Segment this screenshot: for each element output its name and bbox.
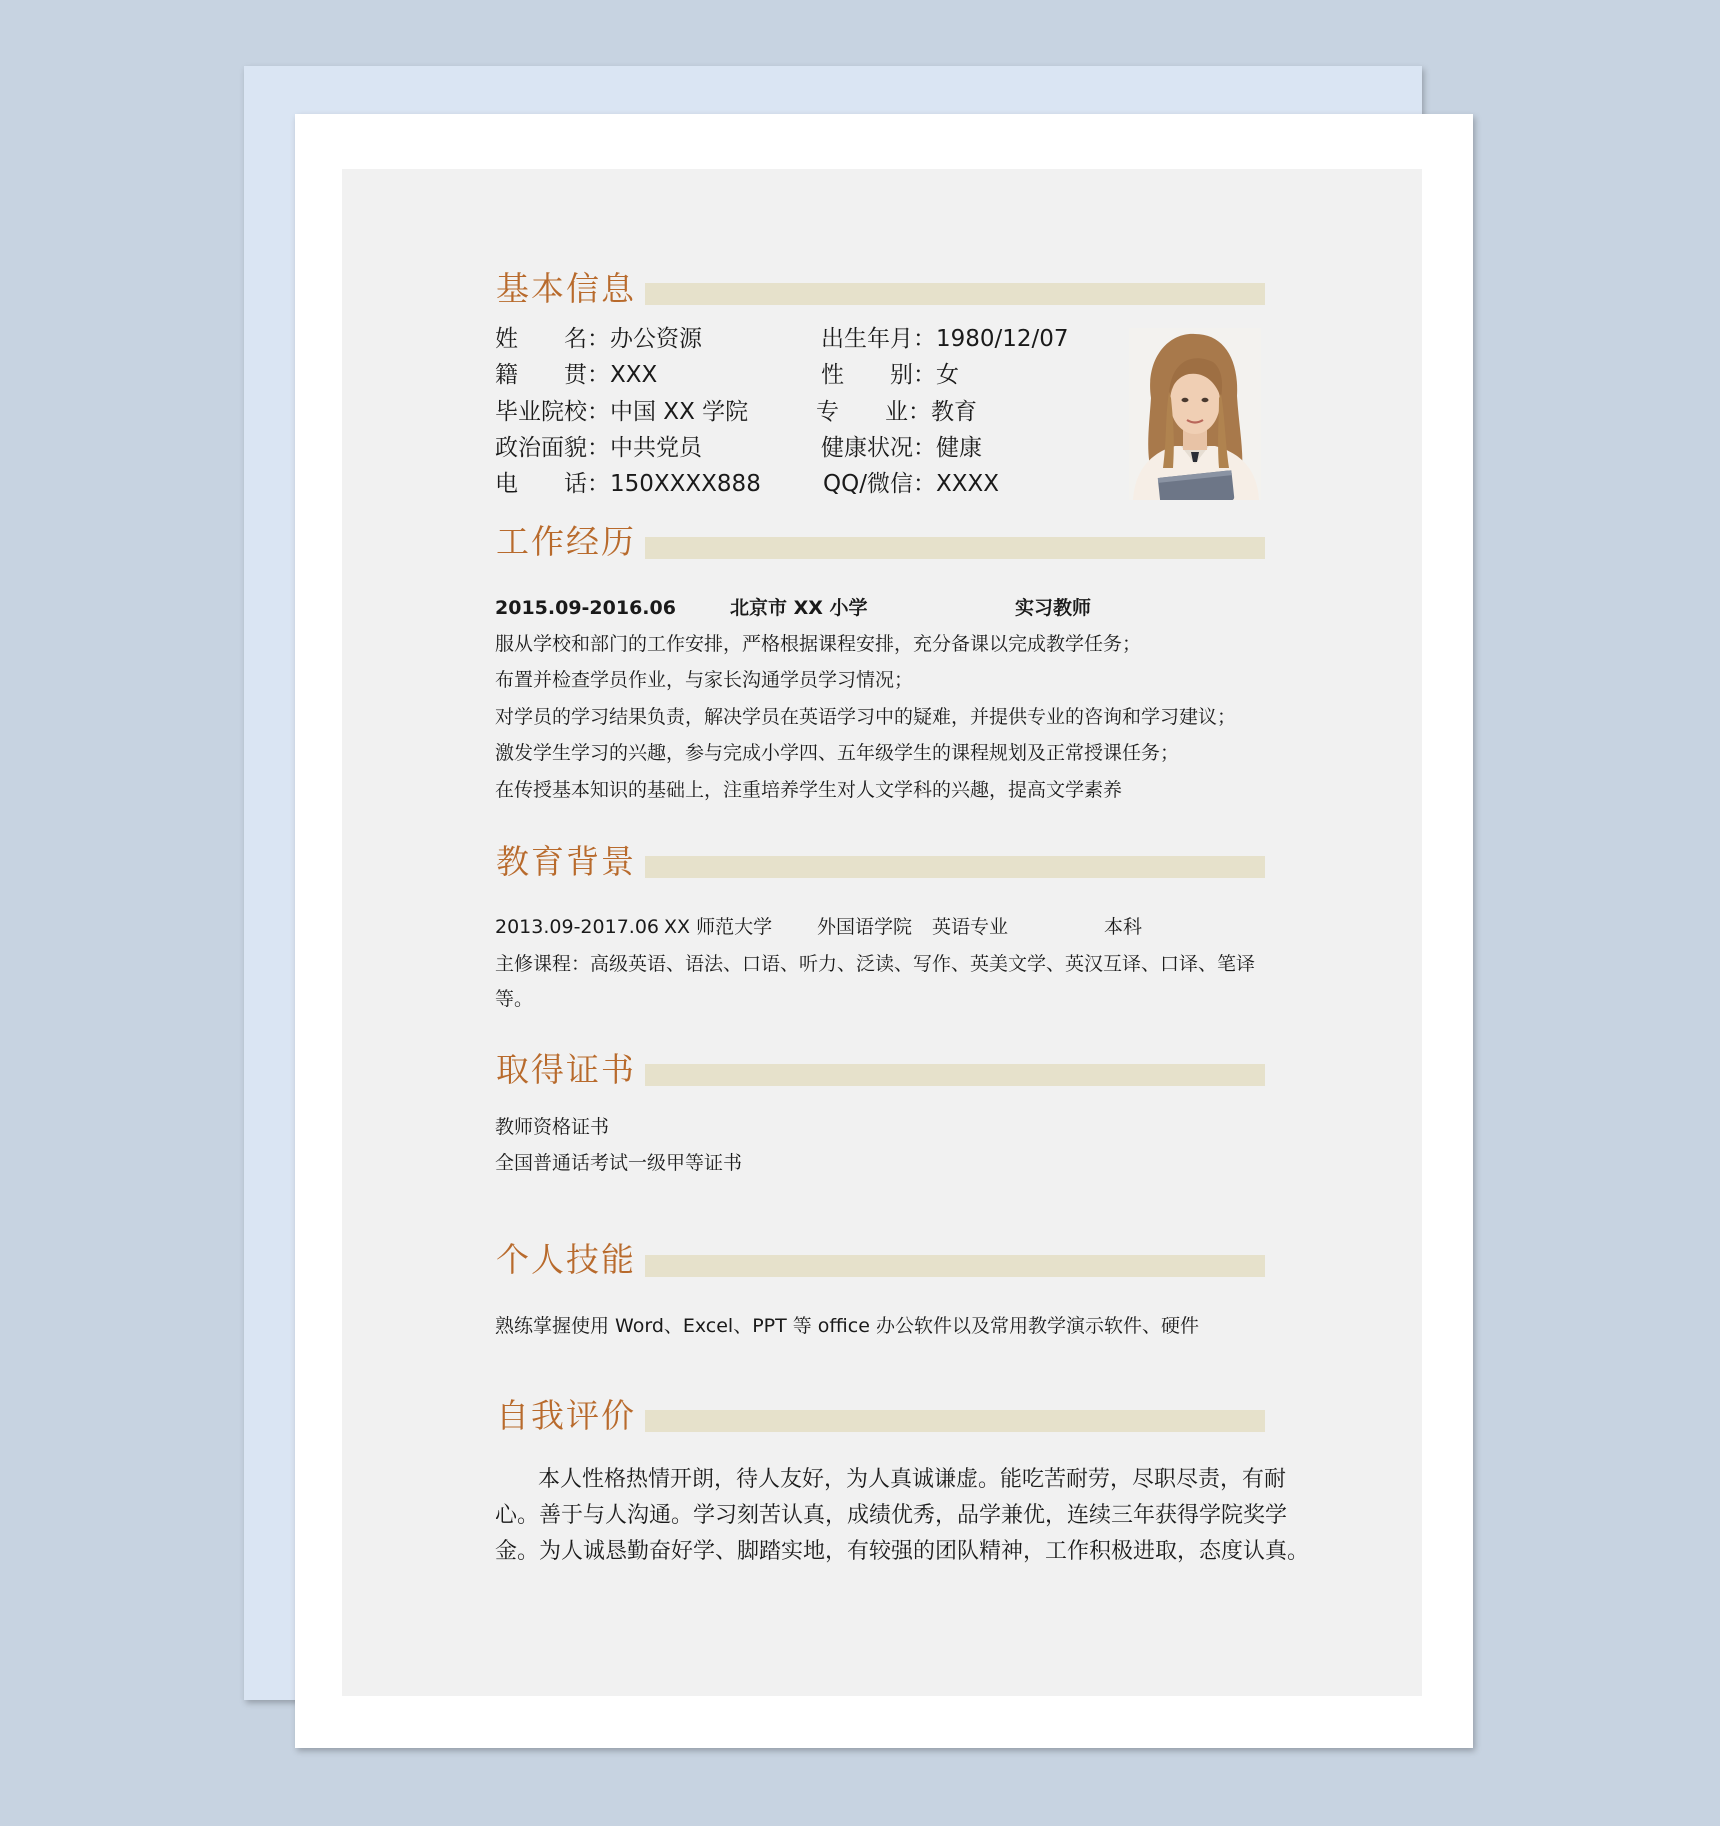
work-duty: 对学员的学习结果负责，解决学员在英语学习中的疑难，并提供专业的咨询和学习建议； <box>495 706 1237 728</box>
section-divider-bar <box>645 283 1265 305</box>
major-row <box>816 397 977 427</box>
work-duty: 激发学生学习的兴趣，参与完成小学四、五年级学生的课程规划及正常授课任务； <box>495 742 1180 764</box>
section-divider-bar <box>645 537 1265 559</box>
edu-major: 英语专业 <box>932 916 1009 938</box>
health-value: 健康 <box>936 435 982 461</box>
section-title-self-evaluation: 自我评价 <box>496 1396 636 1435</box>
portrait-illustration <box>1129 328 1261 500</box>
self-eval-line: 心。善于与人沟通。学习刻苦认真，成绩优秀，品学兼优，连续三年获得学院奖学 <box>495 1503 1288 1528</box>
section-title-education: 教育背景 <box>496 842 636 881</box>
work-duty: 在传授基本知识的基础上，注重培养学生对人文学科的兴趣，提高文学素养 <box>495 779 1123 801</box>
political-label: 政治面貌： <box>495 435 610 461</box>
section-title-certificates: 取得证书 <box>496 1050 636 1089</box>
school-label: 毕业院校： <box>495 399 610 425</box>
qq-value: XXXX <box>935 471 999 497</box>
school-row <box>495 397 748 427</box>
section-divider-bar <box>645 1064 1265 1086</box>
work-duty: 布置并检查学员作业，与家长沟通学员学习情况； <box>495 669 914 691</box>
major-value: 教育 <box>931 399 977 425</box>
work-employer: 北京市 XX 小学 <box>730 597 868 619</box>
birth-value: 1980/12/07 <box>936 326 1069 352</box>
birth-label: 出生年月： <box>821 326 936 352</box>
gender-value: 女 <box>936 362 959 388</box>
edu-college: 外国语学院 <box>817 916 913 938</box>
name-value: 办公资源 <box>610 326 702 352</box>
skills-text: 熟练掌握使用 Word、Excel、PPT 等 office 办公软件以及常用教学演示软件、硬件 <box>495 1315 1199 1337</box>
section-divider-bar <box>645 1255 1265 1277</box>
qq-row <box>823 469 999 499</box>
phone-label: 电 话： <box>495 471 610 497</box>
work-period: 2015.09-2016.06 <box>495 597 676 619</box>
section-title-skills: 个人技能 <box>496 1240 636 1279</box>
name-label: 姓 名： <box>495 326 610 352</box>
qq-label: QQ/微信： <box>823 471 936 497</box>
school-value: 中国 XX 学院 <box>610 399 749 425</box>
birth-row <box>821 324 1069 354</box>
self-eval-line: 金。为人诚恳勤奋好学、脚踏实地，有较强的团队精神，工作积极进取，态度认真。 <box>495 1539 1310 1564</box>
gender-row <box>821 360 959 390</box>
work-position: 实习教师 <box>1015 597 1092 619</box>
origin-label: 籍 贯： <box>495 362 610 388</box>
gender-label: 性 别： <box>821 362 936 388</box>
section-divider-bar <box>645 856 1265 878</box>
origin-value: XXX <box>610 362 658 388</box>
political-value: 中共党员 <box>610 435 702 461</box>
section-title-work: 工作经历 <box>496 522 636 561</box>
section-title-basic-info: 基本信息 <box>496 269 636 308</box>
political-row <box>495 433 702 463</box>
name-row <box>495 324 702 354</box>
edu-courses: 主修课程：高级英语、语法、口语、听力、泛读、写作、英美文学、英汉互译、口译、笔译 <box>495 953 1256 975</box>
health-row <box>821 433 982 463</box>
certificate-item: 全国普通话考试一级甲等证书 <box>495 1152 743 1174</box>
major-label: 专 业： <box>816 399 931 425</box>
health-label: 健康状况： <box>821 435 936 461</box>
edu-degree: 本科 <box>1104 916 1143 938</box>
profile-photo <box>1129 328 1261 500</box>
phone-row <box>495 469 761 499</box>
origin-row <box>495 360 657 390</box>
section-divider-bar <box>645 1410 1265 1432</box>
self-eval-line: 本人性格热情开朗，待人友好，为人真诚谦虚。能吃苦耐劳，尽职尽责，有耐 <box>538 1467 1287 1492</box>
edu-period: 2013.09-2017.06 <box>495 916 659 938</box>
edu-courses-continued: 等。 <box>495 988 534 1010</box>
edu-school: XX 师范大学 <box>664 916 773 938</box>
work-duty: 服从学校和部门的工作安排，严格根据课程安排，充分备课以完成教学任务； <box>495 633 1142 655</box>
phone-value: 150XXXX888 <box>610 471 761 497</box>
certificate-item: 教师资格证书 <box>495 1116 610 1138</box>
